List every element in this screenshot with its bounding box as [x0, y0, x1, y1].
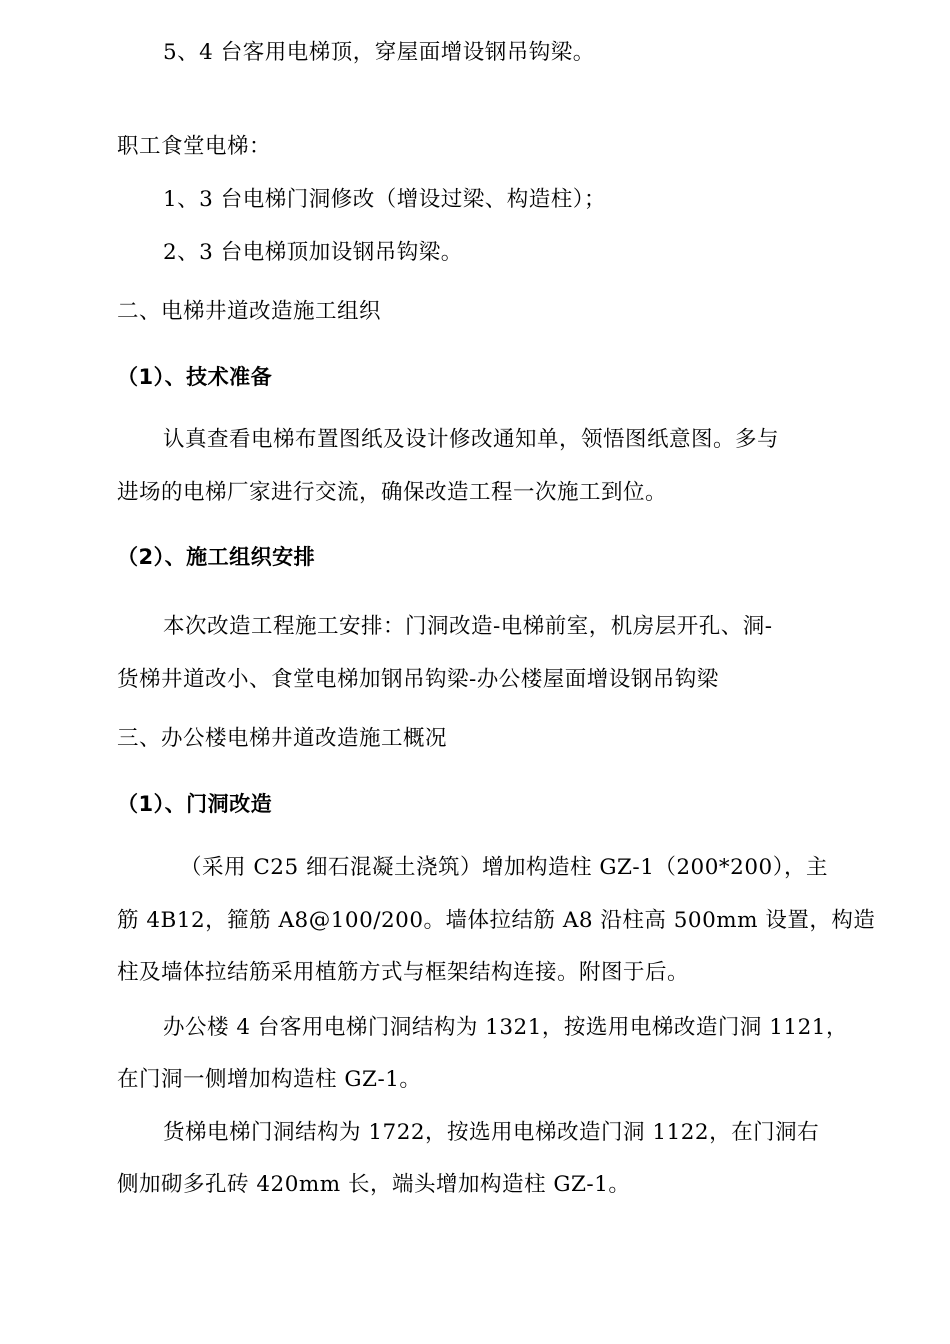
list-item-5-elevator-top: 5、4 台客用电梯顶，穿屋面增设钢吊钩梁。 — [163, 40, 595, 65]
section-label-canteen-elevator: 职工食堂电梯： — [117, 134, 272, 159]
list-item-2-hook-beam: 2、3 台电梯顶加设钢吊钩梁。 — [163, 240, 463, 265]
paragraph-line: 侧加砌多孔砖 420mm 长，端头增加构造柱 GZ-1。 — [117, 1172, 631, 1197]
paragraph-line: 认真查看电梯布置图纸及设计修改通知单，领悟图纸意图。多与 — [163, 427, 780, 452]
subheading-tech-prep: （1）、技术准备 — [117, 365, 273, 389]
paragraph-line: 货梯井道改小、食堂电梯加钢吊钩梁-办公楼屋面增设钢吊钩梁 — [117, 667, 719, 692]
list-item-1-door-opening: 1、3 台电梯门洞修改（增设过梁、构造柱）； — [163, 187, 606, 212]
paragraph-line: 进场的电梯厂家进行交流，确保改造工程一次施工到位。 — [117, 480, 668, 505]
section-heading-3: 三、办公楼电梯井道改造施工概况 — [117, 726, 448, 751]
paragraph-line: 本次改造工程施工安排：门洞改造-电梯前室，机房层开孔、洞- — [163, 614, 773, 639]
subheading-construction-arrangement: （2）、施工组织安排 — [117, 545, 316, 569]
section-heading-2: 二、电梯井道改造施工组织 — [117, 299, 382, 324]
subheading-door-modification: （1）、门洞改造 — [117, 792, 273, 816]
paragraph-line: 柱及墙体拉结筋采用植筋方式与框架结构连接。附图于后。 — [117, 960, 690, 985]
paragraph-line: 筋 4B12，箍筋 A8@100/200。墙体拉结筋 A8 沿柱高 500mm 设置，构造 — [117, 908, 876, 933]
paragraph-line: 在门洞一侧增加构造柱 GZ-1。 — [117, 1067, 422, 1092]
paragraph-line: 办公楼 4 台客用电梯门洞结构为 1321，按选用电梯改造门洞 1121， — [163, 1015, 848, 1040]
paragraph-line: 货梯电梯门洞结构为 1722，按选用电梯改造门洞 1122，在门洞右 — [163, 1120, 820, 1145]
paragraph-line: （采用 C25 细石混凝土浇筑）增加构造柱 GZ-1（200*200），主 — [180, 855, 828, 880]
